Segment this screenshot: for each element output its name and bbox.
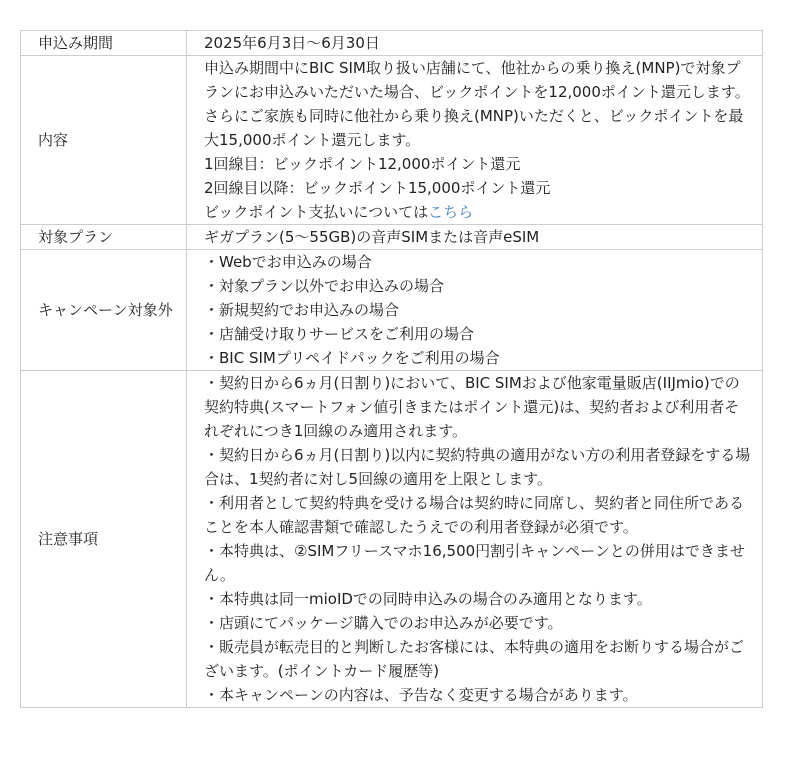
row-value <box>187 371 763 708</box>
exclusion-item: ・BIC SIMプリペイドパックをご利用の場合 <box>204 349 500 367</box>
note-item: ・利用者として契約特典を受ける場合は契約時に同席し、契約者と同住所であることを本人確認書類で確認したうえでの利用者登録が必須です。 <box>204 494 745 536</box>
link-prefix-text: ビックポイント支払いについては <box>204 203 429 221</box>
note-item: ・本特典は、②SIMフリースマホ16,500円割引キャンペーンとの併用はできません。 <box>204 542 745 584</box>
content-line: 申込み期間中にBIC SIM取り扱い店舗にて、他社からの乗り換え(MNP)で対象プランにお申込みいただいた場合、ビックポイントを12,000ポイント還元します。 <box>204 59 750 101</box>
content-line: 2回線目以降：ビックポイント15,000ポイント還元 <box>204 179 551 197</box>
table-row-notes <box>21 371 763 708</box>
exclusion-item: ・店舗受け取りサービスをご利用の場合 <box>204 325 475 343</box>
exclusion-item: ・新規契約でお申込みの場合 <box>204 301 400 319</box>
target-plan-text: ギガプラン(5～55GB)の音声SIMまたは音声eSIM <box>204 228 540 246</box>
period-text: 2025年6月3日～6月30日 <box>204 34 380 52</box>
content-link-line <box>204 200 752 224</box>
note-item: ・本特典は同一mioIDでの同時申込みの場合のみ適用となります。 <box>204 590 652 608</box>
row-value <box>187 31 763 56</box>
row-label: キャンペーン対象外 <box>21 250 187 371</box>
note-item: ・契約日から6ヵ月(日割り)以内に契約特典の適用がない方の利用者登録をする場合は、1契約者に対し5回線の適用を上限とします。 <box>204 446 751 488</box>
row-label: 注意事項 <box>21 371 187 708</box>
row-label: 申込み期間 <box>21 31 187 56</box>
exclusion-item: ・Webでお申込みの場合 <box>204 253 372 271</box>
table-row-application-period <box>21 31 763 56</box>
row-label: 対象プラン <box>21 225 187 250</box>
table-row-target-plan <box>21 225 763 250</box>
row-label: 内容 <box>21 56 187 225</box>
row-value <box>187 56 763 225</box>
note-item: ・店頭にてパッケージ購入でのお申込みが必要です。 <box>204 614 563 632</box>
note-item: ・契約日から6ヵ月(日割り)において、BIC SIMおよび他家電量販店(IIJmio)での契約特典(スマートフォン値引きまたはポイント還元)は、契約者および利用者それぞれにつき1回線のみ適用されます。 <box>204 374 740 440</box>
content-line: さらにご家族も同時に他社から乗り換え(MNP)いただくと、ビックポイントを最大15,000ポイント還元します。 <box>204 107 744 149</box>
campaign-details-table <box>20 30 763 708</box>
table-row-content <box>21 56 763 225</box>
table-row-exclusions <box>21 250 763 371</box>
note-item: ・販売員が転売目的と判断したお客様には、本特典の適用をお断りする場合がございます。(ポイントカード履歴等) <box>204 638 745 680</box>
row-value <box>187 225 763 250</box>
note-item: ・本キャンペーンの内容は、予告なく変更する場合があります。 <box>204 686 638 704</box>
bic-point-payment-link[interactable]: こちら <box>428 203 474 221</box>
row-value <box>187 250 763 371</box>
content-line: 1回線目：ビックポイント12,000ポイント還元 <box>204 155 521 173</box>
exclusion-item: ・対象プラン以外でお申込みの場合 <box>204 277 445 295</box>
